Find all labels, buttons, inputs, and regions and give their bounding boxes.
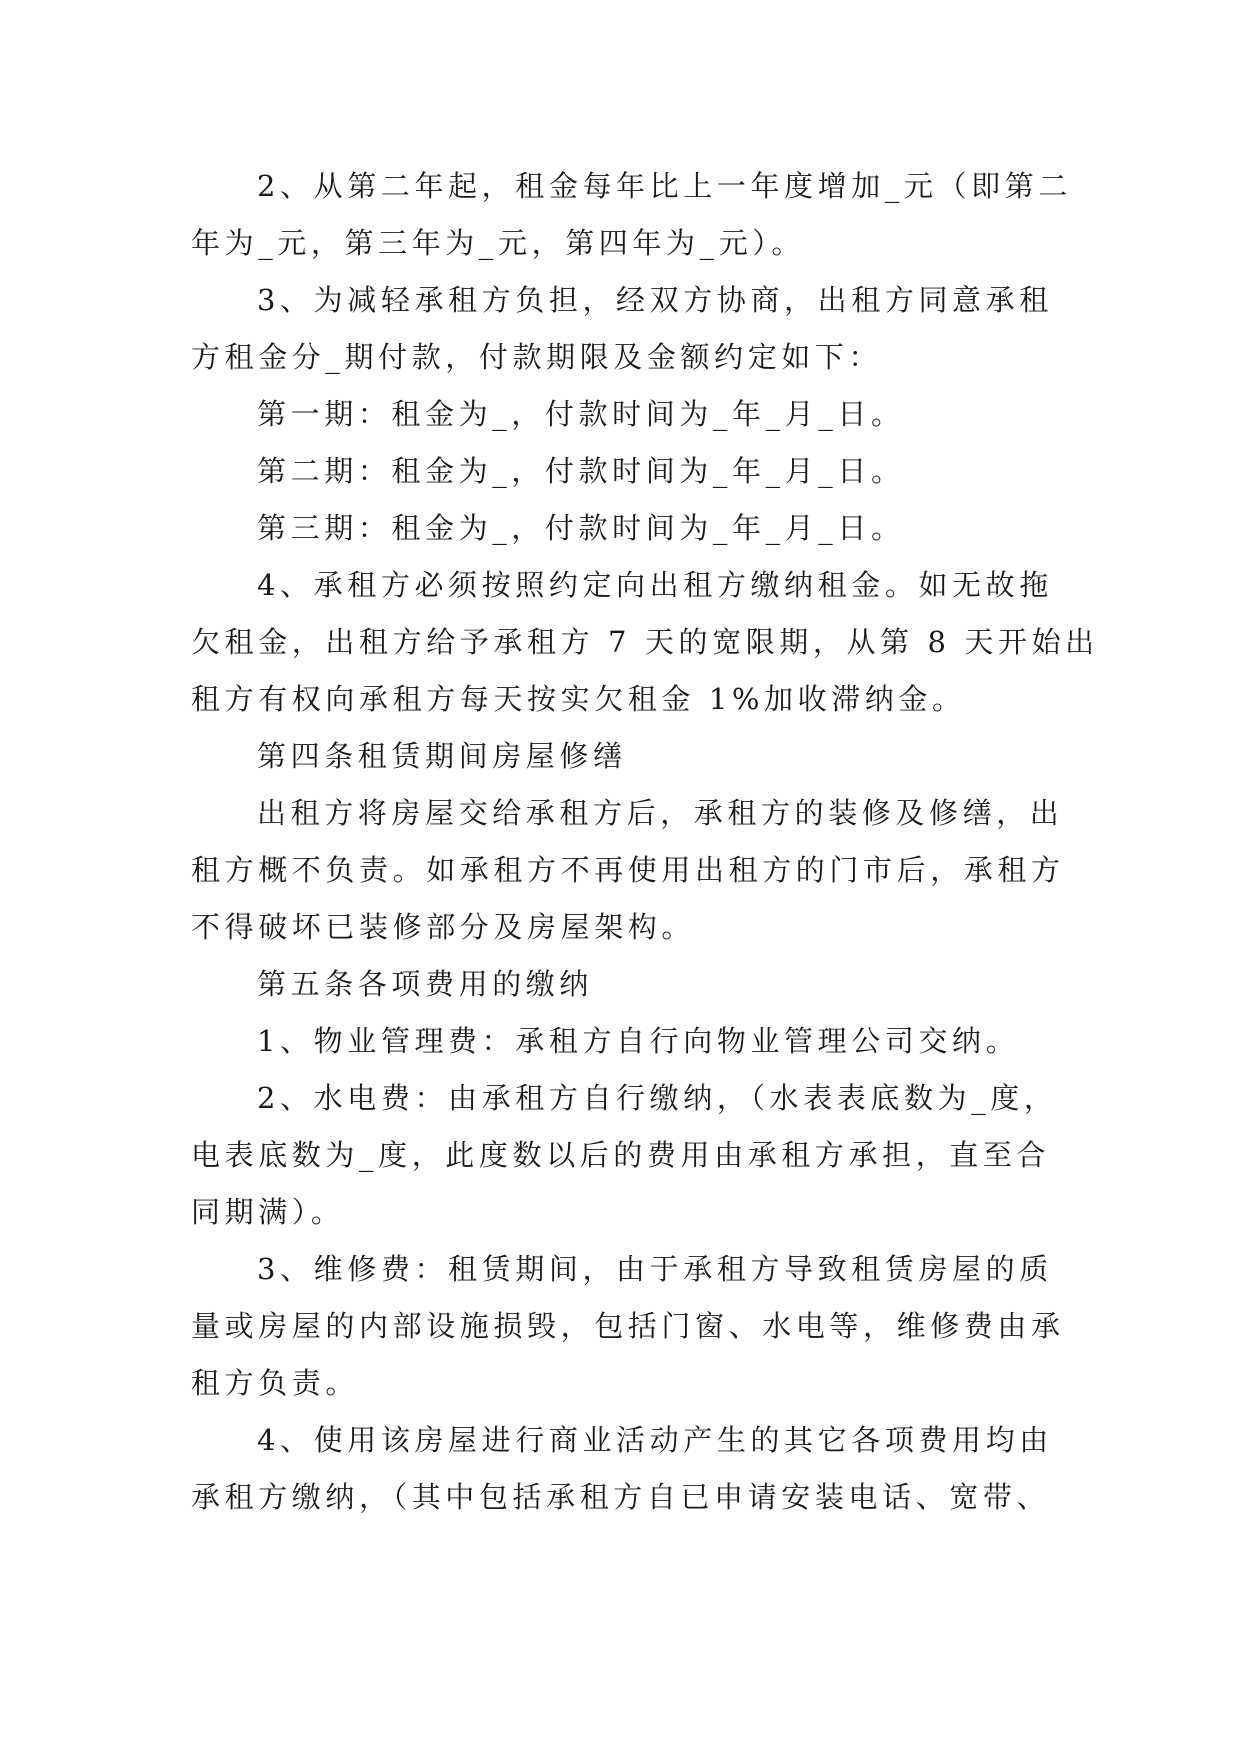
text-line: 3、维修费：租赁期间，由于承租方导致租赁房屋的质 — [257, 1252, 1053, 1286]
paragraph-maintenance-fee — [191, 1241, 1065, 1412]
text-line: 欠租金，出租方给予承租方 7 天的宽限期，从第 8 天开始出 — [191, 625, 1099, 659]
paragraph-property-fee — [191, 1013, 1051, 1070]
text-line: 年为_元，第三年为_元，第四年为_元）。 — [191, 226, 806, 260]
text-line: 租方有权向承租方每天按实欠租金 1%加收滞纳金。 — [191, 682, 966, 716]
text-line: 不得破坏已装修部分及房屋架构。 — [191, 910, 696, 944]
paragraph-utilities — [191, 1070, 1058, 1241]
section-heading-article-4 — [191, 728, 1051, 785]
text-line: 3、为减轻承租方负担，经双方协商，出租方同意承租 — [257, 283, 1053, 317]
paragraph-repairs — [191, 785, 1065, 956]
document-body — [191, 158, 1099, 1526]
text-line: 同期满）。 — [191, 1195, 345, 1229]
text-line: 第五条各项费用的缴纳 — [257, 967, 594, 1001]
text-line: 4、承租方必须按照约定向出租方缴纳租金。如无故拖 — [257, 568, 1053, 602]
text-line: 承租方缴纳，（其中包括承租方自已申请安装电话、宽带、 — [191, 1480, 1051, 1514]
text-line: 1、物业管理费：承租方自行向物业管理公司交纳。 — [257, 1024, 1020, 1058]
paragraph-installments — [191, 272, 1051, 386]
text-line: 第二期：租金为_，付款时间为_年_月_日。 — [257, 454, 905, 488]
text-line: 第一期：租金为_，付款时间为_年_月_日。 — [257, 397, 905, 431]
text-line: 出租方将房屋交给承租方后，承租方的装修及修缮，出 — [257, 796, 1064, 830]
text-line: 4、使用该房屋进行商业活动产生的其它各项费用均由 — [257, 1423, 1053, 1457]
paragraph-installment-2 — [191, 443, 1051, 500]
text-line: 第三期：租金为_，付款时间为_年_月_日。 — [257, 511, 905, 545]
text-line: 2、水电费：由承租方自行缴纳，（水表表底数为_度， — [257, 1081, 1058, 1115]
section-heading-article-5 — [191, 956, 1051, 1013]
text-line: 量或房屋的内部设施损毁，包括门窗、水电等，维修费由承 — [191, 1309, 1065, 1343]
text-line: 2、从第二年起，租金每年比上一年度增加_元（即第二 — [257, 169, 1072, 203]
paragraph-installment-1 — [191, 386, 1051, 443]
paragraph-late-fee — [191, 557, 1099, 728]
text-line: 电表底数为_度，此度数以后的费用由承租方承担，直至合 — [191, 1138, 1051, 1172]
text-line: 第四条租赁期间房屋修缮 — [257, 739, 627, 773]
paragraph-rent-increase — [191, 158, 1072, 272]
text-line: 租方负责。 — [191, 1366, 360, 1400]
paragraph-other-fees — [191, 1412, 1051, 1526]
paragraph-installment-3 — [191, 500, 1051, 557]
text-line: 方租金分_期付款，付款期限及金额约定如下： — [191, 340, 883, 374]
text-line: 租方概不负责。如承租方不再使用出租方的门市后，承租方 — [191, 853, 1065, 887]
